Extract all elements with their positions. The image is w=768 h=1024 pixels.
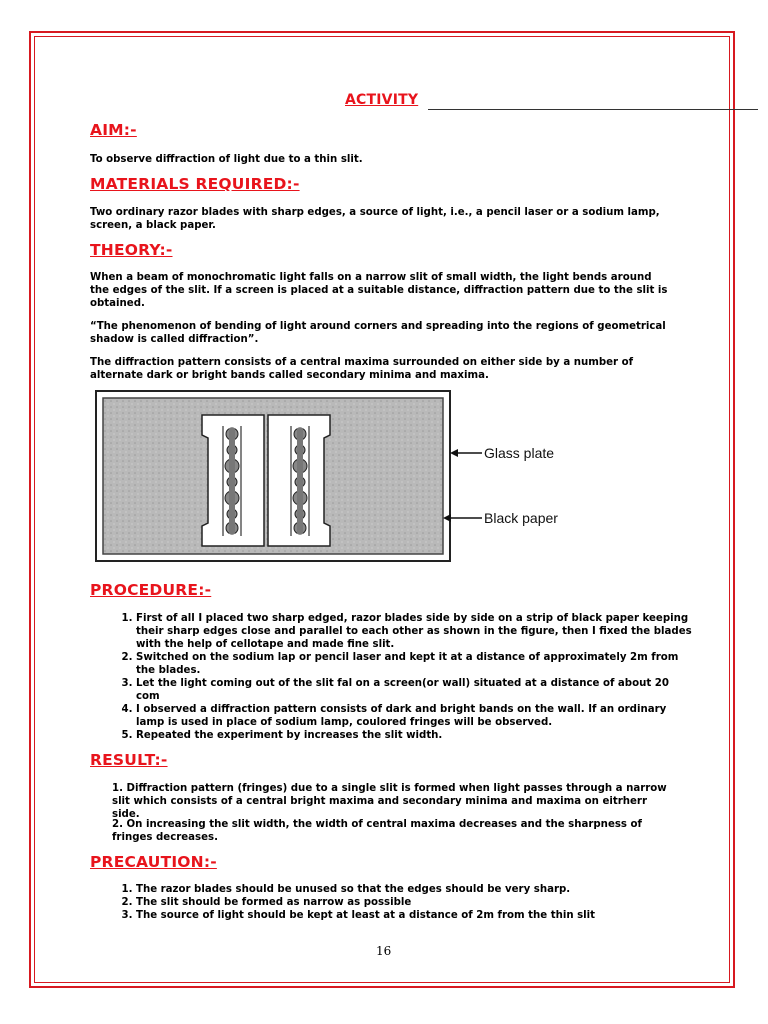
precaution-item: 3. The source of light should be kept at least at a distance of 2m from the thin slit [136, 909, 696, 922]
precaution-item: 1. The razor blades should be unused so that the edges should be very sharp. [136, 883, 696, 896]
procedure-heading: PROCEDURE:- [90, 581, 212, 599]
theory-paragraph-3: The diffraction pattern consists of a central maxima surrounded on either side by a number of alternate dark or bright bands called secondary minima and maxima. [90, 357, 634, 381]
page-number: 16 [376, 944, 392, 958]
procedure-step: 4. I observed a diffraction pattern consists of dark and bright bands on the wall. If an ordinary lamp is used in place of sodium lamp, coulored fringes will be observed. [136, 703, 696, 729]
materials-text: Two ordinary razor blades with sharp edges, a source of light, i.e., a pencil laser or a sodium lamp, screen, a black paper. [90, 207, 660, 231]
procedure-list [110, 612, 696, 742]
left-razor-blade [202, 415, 264, 546]
procedure-step: 3. Let the light coming out of the slit fal on a screen(or wall) situated at a distance of about 20 com [136, 677, 696, 703]
theory-paragraph-1: When a beam of monochromatic light falls on a narrow slit of small width, the light bends around the edges of the slit. If a screen is placed at a suitable distance, diffraction pattern due to the slit is obtained. [90, 272, 668, 309]
black-paper-label: Black paper [484, 510, 558, 526]
procedure-step: 2. Switched on the sodium lap or pencil laser and kept it at a distance of approximately 2m from the blades. [136, 651, 696, 677]
glass-plate-label: Glass plate [484, 445, 555, 461]
materials-heading: MATERIALS REQUIRED:- [90, 175, 300, 193]
theory-paragraph-2: “The phenomenon of bending of light around corners and spreading into the regions of geometrical shadow is called diffraction”. [90, 321, 666, 345]
precaution-list [110, 883, 696, 922]
result-heading: RESULT:- [90, 751, 168, 769]
procedure-step: 1. First of all I placed two sharp edged, razor blades side by side on a strip of black paper keeping their sharp edges close and parallel to each other as shown in the figure, then I fixed the blades with the help of cellotape and made fine slit. [136, 612, 696, 651]
heading-rule [428, 109, 758, 110]
right-razor-blade [268, 415, 330, 546]
activity-heading: ACTIVITY [345, 92, 419, 108]
razor-blade-slit-figure [92, 388, 562, 566]
precaution-item: 2. The slit should be formed as narrow as possible [136, 896, 696, 909]
procedure-step: 5. Repeated the experiment by increases the slit width. [136, 729, 696, 742]
result-paragraph-2: 2. On increasing the slit width, the width of central maxima decreases and the sharpness of fringes decreases. [112, 819, 642, 843]
precaution-heading: PRECAUTION:- [90, 853, 217, 871]
theory-heading: THEORY:- [90, 241, 173, 259]
result-paragraph-1: 1. Diffraction pattern (fringes) due to a single slit is formed when light passes through a narrow slit which consists of a central bright maxima and secondary minima and maxima on eitrherr side. [112, 783, 667, 820]
aim-heading: AIM:- [90, 121, 137, 139]
aim-text: To observe diffraction of light due to a thin slit. [90, 154, 363, 165]
